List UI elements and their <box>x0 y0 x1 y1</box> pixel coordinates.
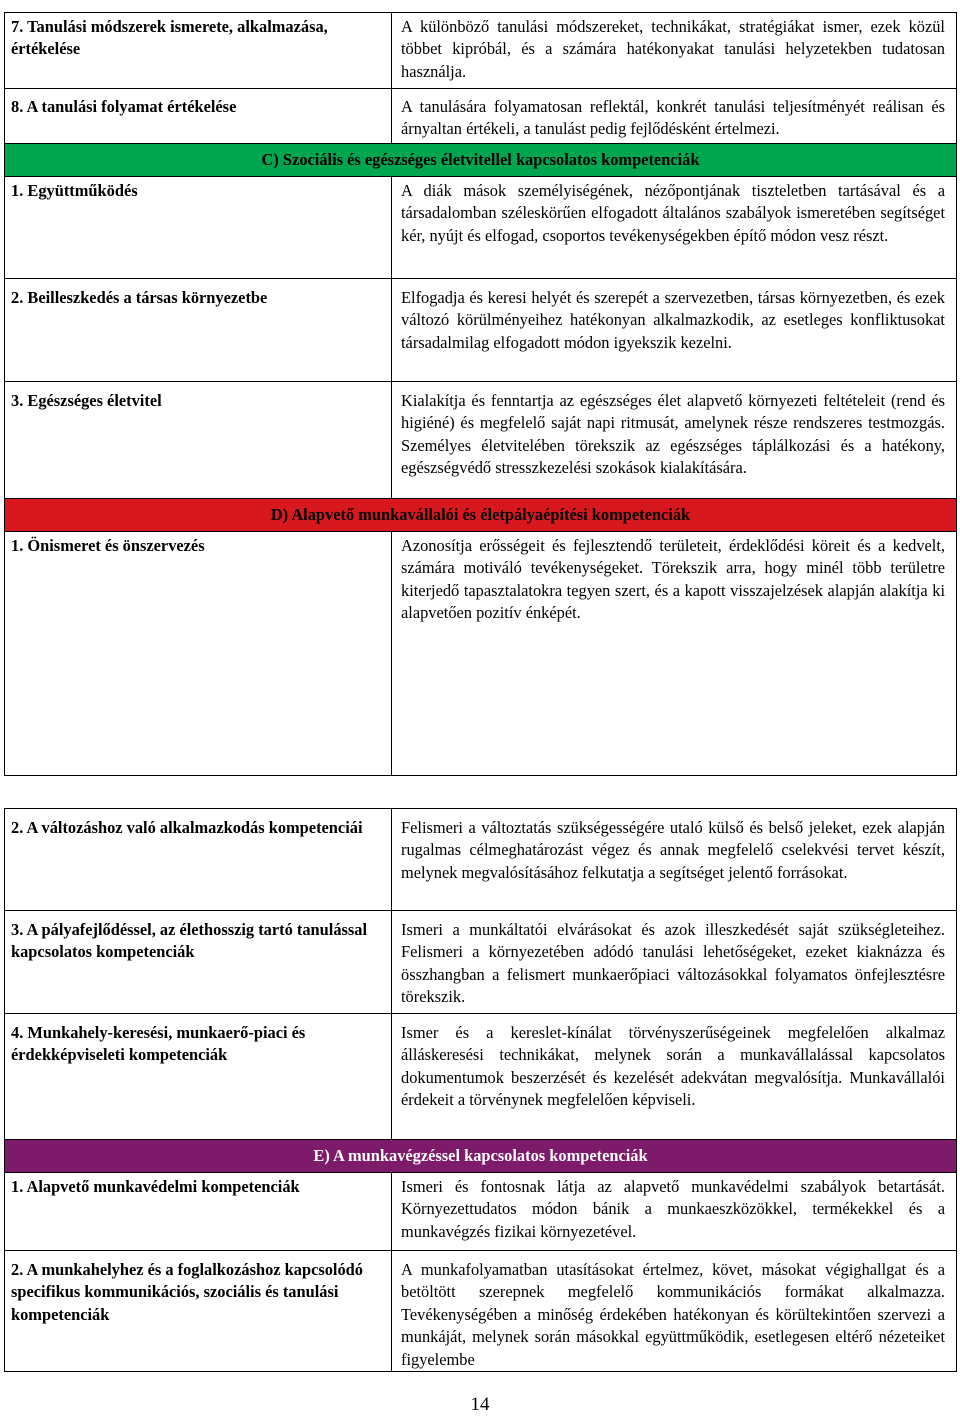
table-row <box>5 532 957 776</box>
row-label: 1. Együttműködés <box>5 177 392 279</box>
row-label: 3. Egészséges életvitel <box>5 382 392 499</box>
row-description: A tanulására folyamatosan reflektál, konkrét tanulási teljesítményét reálisan és árnyaltan értékeli, a tanulást pedig fejlődésként értelmezi. <box>392 89 957 144</box>
row-label: 2. A változáshoz való alkalmazkodás kompetenciái <box>5 809 392 911</box>
row-description: A diák mások személyiségének, nézőpontjának tiszteletben tartásával és a társadalomban széleskörűen elfogadott általános szabályok ismeretében segítséget kér, nyújt és elfogad, csoportos tevékenységekben építő módon vesz részt. <box>392 177 957 279</box>
table-row <box>5 1173 957 1251</box>
table-row <box>5 809 957 911</box>
row-description: Kialakítja és fenntartja az egészséges élet alapvető környezeti feltételeit (rend és higiéné) és megfelelő saját napi ritmusát, amelynek része rendszeres testmozgás. Személyes életvitelében törekszik az egészséges táplálkozási és a hatékony, egészségvédő stresszkezelési szokások kialakítására. <box>392 382 957 499</box>
page-number: 14 <box>470 1394 490 1415</box>
table-row <box>5 382 957 499</box>
table-row <box>5 1014 957 1140</box>
row-label: 3. A pályafejlődéssel, az élethosszig tartó tanulással kapcsolatos kompetenciák <box>5 911 392 1014</box>
row-label: 2. Beilleszkedés a társas környezetbe <box>5 279 392 382</box>
section-header-e <box>5 1140 957 1173</box>
row-description: A különböző tanulási módszereket, technikákat, stratégiákat ismer, ezek közül többet kipróbál, és a számára hatékonyakat tanulási helyzetekben tudatosan használja. <box>392 13 957 89</box>
row-label: 7. Tanulási módszerek ismerete, alkalmazása, értékelése <box>5 13 392 89</box>
row-description: Azonosítja erősségeit és fejlesztendő területeit, érdeklődési köreit és a kedvelt, számára motiváló tevékenységeket. Törekszik arra, hogy minél több területre kiterjedő tapasztalatokra tegyen szert, és a kapott visszajelzések alapján alakítja ki alapvetően pozitív énképét. <box>392 532 957 776</box>
row-label: 1. Alapvető munkavédelmi kompetenciák <box>5 1173 392 1251</box>
row-description: A munkafolyamatban utasításokat értelmez, követ, másokat végighallgat és a betöltött szerepnek megfelelő kommunikációs formákat alkalmazza. Tevékenységében a minőség érdekében hatékonyan és körültekintően szervezi a munkáját, melynek során másokkal együttműködik, esetlegesen eltérő nézeteiket figyelembe <box>392 1251 957 1372</box>
table-row <box>5 89 957 144</box>
section-title-e: E) A munkavégzéssel kapcsolatos kompetenciák <box>5 1140 957 1173</box>
section-title-d: D) Alapvető munkavállalói és életpályaépítési kompetenciák <box>5 499 957 532</box>
row-description: Ismeri a munkáltatói elvárásokat és azok illeszkedését saját szükségleteihez. Felismeri a környezetében adódó tanulási lehetőségeket, ezeket kiaknázza és összhangban a felismert munkaerőpiaci változásokkal folyamatos önfejlesztésre törekszik. <box>392 911 957 1014</box>
row-description: Ismeri és fontosnak látja az alapvető munkavédelmi szabályok betartását. Környezettudatos módon bánik a munkaeszközökkel, termékekkel és a munkavégzés fizikai környezetével. <box>392 1173 957 1251</box>
row-label: 4. Munkahely-keresési, munkaerő-piaci és érdekképviseleti kompetenciák <box>5 1014 392 1140</box>
row-label: 1. Önismeret és önszervezés <box>5 532 392 776</box>
row-description: Elfogadja és keresi helyét és szerepét a szervezetben, társas környezetben, és ezek változó körülményeihez hatékonyan alkalmazkodik, az esetleges konfliktusokat társadalmilag elfogadott módon igyekszik kezelni. <box>392 279 957 382</box>
table-row <box>5 177 957 279</box>
row-label: 2. A munkahelyhez és a foglalkozáshoz kapcsolódó specifikus kommunikációs, szociális és tanulási kompetenciák <box>5 1251 392 1372</box>
section-header-c <box>5 144 957 177</box>
table-row <box>5 279 957 382</box>
table-row <box>5 911 957 1014</box>
table-row <box>5 1251 957 1372</box>
row-description: Felismeri a változtatás szükségességére utaló külső és belső jeleket, ezek alapján rugalmas célmeghatározást végez és annak megfelelő cselekvési tervet készít, melynek megvalósításához felkutatja a segítséget jelentő forrásokat. <box>392 809 957 911</box>
competency-table-top <box>4 12 957 776</box>
table-row <box>5 13 957 89</box>
section-header-d <box>5 499 957 532</box>
section-title-c: C) Szociális és egészséges életvitellel kapcsolatos kompetenciák <box>5 144 957 177</box>
row-label: 8. A tanulási folyamat értékelése <box>5 89 392 144</box>
competency-table-bottom <box>4 808 957 1372</box>
row-description: Ismer és a kereslet-kínálat törvényszerűségeinek megfelelően alkalmaz álláskeresési technikákat, melynek során a munkavállalással kapcsolatos dokumentumok beszerzését és kezelését adekvátan megvalósítja. Munkavállalói érdekeit a törvénynek megfelelően képviseli. <box>392 1014 957 1140</box>
